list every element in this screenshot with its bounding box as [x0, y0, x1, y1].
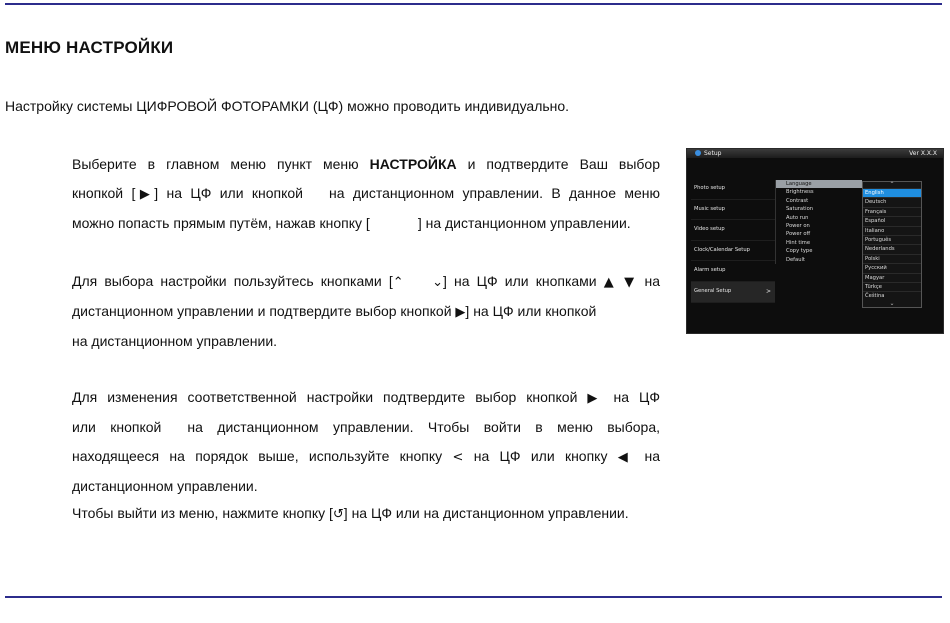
- language-option-espanol[interactable]: Español: [863, 216, 921, 225]
- submenu-item-language[interactable]: Language: [776, 180, 862, 188]
- p1-line3: [72, 209, 660, 238]
- p2-line2: [72, 297, 660, 327]
- language-option-turkce[interactable]: Türkçe: [863, 282, 921, 291]
- p2-text-c: на: [644, 273, 661, 289]
- down-triangle-icon: ▼: [624, 275, 638, 290]
- play-icon: ▶: [135, 187, 155, 202]
- left-triangle-icon: ◀: [617, 450, 635, 465]
- menu-item-photo-setup[interactable]: Photo setup: [691, 179, 775, 200]
- p1-text-e: ] на ЦФ или кнопкой: [154, 185, 304, 201]
- p3-line2: [72, 413, 660, 442]
- play-icon: ▶: [587, 391, 604, 406]
- p1-line2: [72, 179, 660, 209]
- up-triangle-icon: ▲: [603, 275, 617, 290]
- p4-text-a: Чтобы выйти из меню, нажмите кнопку [: [72, 505, 333, 521]
- p1-text-d: кнопкой [: [72, 185, 136, 201]
- language-option-polski[interactable]: Polski: [863, 254, 921, 263]
- submenu-item-brightness[interactable]: Brightness: [786, 189, 814, 196]
- p1-text-a: Выберите в главном меню пункт меню: [72, 156, 359, 172]
- menu-item-music-setup[interactable]: Music setup: [691, 200, 775, 221]
- p3-text-f: на ЦФ или кнопку: [473, 448, 608, 464]
- p1-setup-label: НАСТРОЙКА: [369, 156, 457, 172]
- top-rule: [5, 3, 942, 5]
- setup-menu-screenshot: [686, 148, 944, 334]
- chevron-right-icon: >: [765, 287, 771, 295]
- paragraph-change-setting: [72, 383, 660, 501]
- language-option-portugues[interactable]: Português: [863, 235, 921, 244]
- submenu-item-default[interactable]: Default: [786, 256, 805, 263]
- p1-line1: [72, 150, 660, 179]
- p2-line3: [72, 327, 660, 356]
- p1-text-h: ] на дистанционном управлении.: [417, 215, 631, 231]
- submenu-item-hint-time[interactable]: Hint time: [786, 239, 811, 246]
- p3-text-d: на дистанционном управлении. Чтобы войти в меню выбора,: [187, 419, 661, 435]
- p3-text-h: дистанционном управлении.: [72, 478, 258, 494]
- language-option-nederlands[interactable]: Nederlands: [863, 244, 921, 253]
- down-chevron-icon: ⌄: [432, 275, 444, 290]
- p3-line3: [72, 442, 660, 472]
- language-list: [862, 181, 922, 308]
- screen-titlebar: [687, 149, 943, 158]
- menu-item-clock-calendar-setup[interactable]: Clock/Calendar Setup: [691, 241, 775, 262]
- intro-paragraph: Настройку системы ЦИФРОВОЙ ФОТОРАМКИ (ЦФ) можно проводить индивидуально.: [5, 98, 570, 114]
- p3-text-e: находящееся на порядок выше, используйте кнопку: [72, 448, 443, 464]
- p2-text-f: на дистанционном управлении.: [72, 333, 278, 349]
- bottom-rule: [5, 596, 942, 598]
- language-option-francais[interactable]: Français: [863, 207, 921, 216]
- p3-line4: [72, 472, 660, 501]
- section-heading: МЕНЮ НАСТРОЙКИ: [5, 38, 174, 57]
- paragraph-exit-menu: [72, 499, 660, 529]
- p2-text-e: ] на ЦФ или кнопкой: [465, 303, 597, 319]
- main-setup-menu: [691, 179, 775, 303]
- language-option-magyar[interactable]: Magyar: [863, 273, 921, 282]
- back-icon: ↺: [332, 507, 344, 522]
- p2-text-b: ] на ЦФ или кнопками: [443, 273, 597, 289]
- submenu-item-power-off[interactable]: Power off: [786, 231, 811, 238]
- p2-text-a: Для выбора настройки пользуйтесь кнопками [: [72, 273, 393, 289]
- p1-text-f: на дистанционном управлении. В данное меню: [329, 185, 660, 201]
- general-setup-submenu: [775, 180, 862, 264]
- p3-text-c: или кнопкой: [72, 419, 162, 435]
- menu-item-alarm-setup[interactable]: Alarm setup: [691, 261, 775, 282]
- p1-text-g: можно попасть прямым путём, нажав кнопку [: [72, 215, 370, 231]
- submenu-item-contrast[interactable]: Contrast: [786, 197, 809, 204]
- paragraph-select-setup: [72, 150, 660, 238]
- general-setup-label: General Setup: [694, 287, 732, 294]
- language-option-deutsch[interactable]: Deutsch: [863, 197, 921, 206]
- language-option-russian[interactable]: Русский: [863, 263, 921, 272]
- language-option-italiano[interactable]: Italiano: [863, 226, 921, 235]
- p3-text-g: на: [644, 448, 661, 464]
- p3-line1: [72, 383, 660, 413]
- screen-version: Ver X.X.X: [909, 150, 937, 157]
- setup-icon: [695, 150, 701, 156]
- submenu-item-power-on[interactable]: Power on: [786, 222, 810, 229]
- play-icon: ▶: [455, 305, 466, 320]
- chevron-down-icon[interactable]: ⌄: [889, 299, 895, 307]
- p4-text-b: ] на ЦФ или на дистанционном управлении.: [343, 505, 629, 521]
- p3-text-a: Для изменения соответственной настройки подтвердите выбор кнопкой: [72, 389, 578, 405]
- menu-item-general-setup[interactable]: [691, 282, 775, 303]
- language-option-cestina[interactable]: Čeština: [863, 291, 921, 300]
- up-chevron-icon: ⌃: [392, 275, 404, 290]
- p2-line1: [72, 267, 660, 297]
- submenu-item-auto-run[interactable]: Auto run: [786, 214, 809, 221]
- chevron-up-icon[interactable]: ⌃: [889, 181, 895, 188]
- p2-text-d: дистанционном управлении и подтвердите выбор кнопкой: [72, 303, 452, 319]
- submenu-item-saturation[interactable]: Saturation: [786, 206, 814, 213]
- paragraph-navigate-settings: [72, 267, 660, 356]
- p3-text-b: на ЦФ: [613, 389, 661, 405]
- language-option-english[interactable]: English: [863, 188, 921, 197]
- menu-item-video-setup[interactable]: Video setup: [691, 220, 775, 241]
- submenu-item-copy-type[interactable]: Copy type: [786, 248, 813, 255]
- left-chevron-icon: <: [452, 450, 464, 465]
- screen-title: Setup: [704, 150, 722, 157]
- p1-text-c: и подтвердите Ваш выбор: [467, 156, 661, 172]
- p4-line1: [72, 499, 660, 529]
